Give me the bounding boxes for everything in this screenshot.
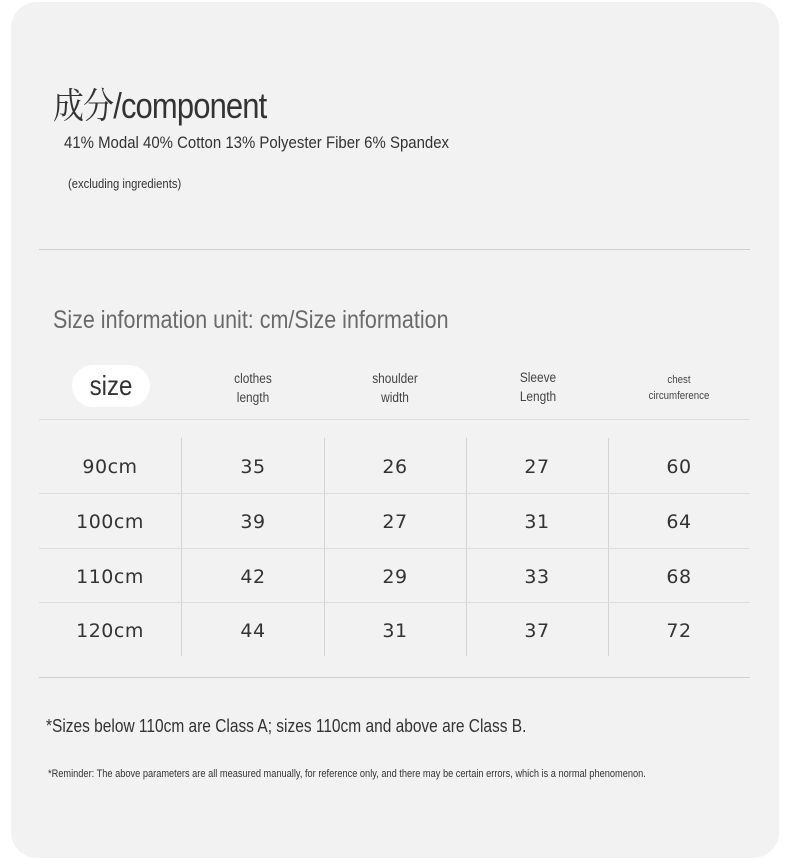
value-cell: 26 [382, 456, 408, 478]
value-cell: 37 [524, 620, 550, 642]
row-divider [39, 493, 750, 494]
value-cell: 31 [524, 511, 550, 533]
value-cell: 27 [382, 511, 408, 533]
value-cell: 31 [382, 620, 408, 642]
value-cell: 60 [666, 456, 692, 478]
row-divider [39, 602, 750, 603]
header-clothes-length: clothes length [234, 371, 272, 405]
table-bottom-divider [39, 677, 750, 678]
header-shoulder-width: shoulder width [372, 371, 418, 405]
size-cell: 110cm [76, 566, 144, 588]
size-info-heading: Size information unit: cm/Size information [53, 306, 449, 334]
value-cell: 27 [524, 456, 550, 478]
composition-title: 成分/component [53, 85, 267, 126]
value-cell: 68 [666, 566, 692, 588]
value-cell: 72 [666, 620, 692, 642]
section-divider [39, 249, 750, 250]
size-cell: 90cm [82, 456, 138, 478]
measurement-reminder: *Reminder: The above parameters are all measured manually, for reference only, and there may be certain errors, which is a normal phenomenon. [48, 768, 646, 780]
material-composition: 41% Modal 40% Cotton 13% Polyester Fiber 6% Spandex [64, 133, 450, 152]
header-sleeve-length: Sleeve Length [519, 370, 557, 404]
size-cell: 100cm [76, 511, 144, 533]
value-cell: 44 [240, 620, 266, 642]
class-footnote: *Sizes below 110cm are Class A; sizes 110cm and above are Class B. [46, 716, 527, 736]
size-cell: 120cm [76, 620, 144, 642]
value-cell: 33 [524, 566, 550, 588]
column-divider [181, 438, 182, 656]
value-cell: 35 [240, 456, 266, 478]
value-cell: 64 [666, 511, 692, 533]
header-divider [39, 419, 750, 420]
value-cell: 42 [240, 566, 266, 588]
size-column-header: size [89, 370, 133, 401]
composition-note: (excluding ingredients) [68, 177, 182, 191]
column-divider [324, 438, 325, 656]
column-divider [608, 438, 609, 656]
value-cell: 29 [382, 566, 408, 588]
row-divider [39, 548, 750, 549]
header-chest-circumference: chest circumference [648, 374, 710, 402]
value-cell: 39 [240, 511, 266, 533]
column-divider [466, 438, 467, 656]
